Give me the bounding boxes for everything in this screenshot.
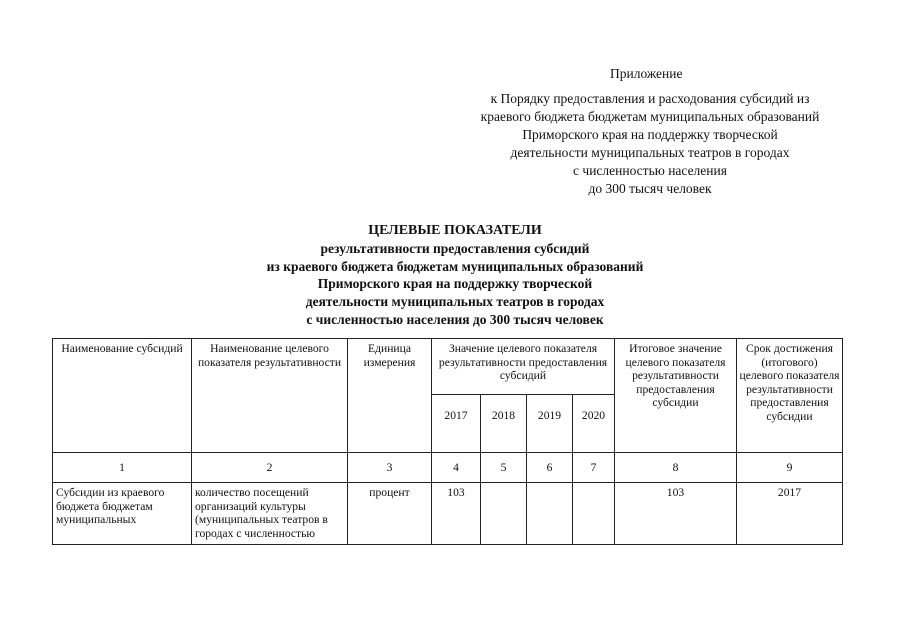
annex-line: Приморского края на поддержку творческой xyxy=(522,127,778,142)
heading-title: ЦЕЛЕВЫЕ ПОКАЗАТЕЛИ xyxy=(368,223,542,238)
heading-line: из краевого бюджета бюджетам муниципальных образований xyxy=(266,258,644,274)
column-number: 2 xyxy=(192,453,348,483)
column-number: 9 xyxy=(737,453,843,483)
annex-line: до 300 тысяч человек xyxy=(588,181,712,196)
heading-line: с численностью населения до 300 тысяч человек xyxy=(306,311,604,327)
header-target-value: Значение целевого показателя результативности предоставления субсидий xyxy=(432,339,615,395)
cell-value-2018 xyxy=(481,483,527,545)
cell-value-2020 xyxy=(573,483,615,545)
column-number: 4 xyxy=(432,453,481,483)
column-number: 8 xyxy=(615,453,737,483)
column-number-row xyxy=(53,453,843,483)
header-indicator-name: Наименование целевого показателя результативности xyxy=(192,339,348,453)
column-number: 5 xyxy=(481,453,527,483)
column-number: 1 xyxy=(53,453,192,483)
indicators-table xyxy=(52,338,843,545)
annex-line: деятельности муниципальных театров в городах xyxy=(510,145,790,160)
cell-unit: процент xyxy=(348,483,432,545)
cell-subsidy: Субсидии из краевого бюджета бюджетам муниципальных xyxy=(53,483,192,545)
column-number: 6 xyxy=(527,453,573,483)
table-row xyxy=(53,483,843,545)
column-number: 3 xyxy=(348,453,432,483)
annex-reference xyxy=(455,90,845,198)
cell-value-2017: 103 xyxy=(432,483,481,545)
header-unit: Единица измерения xyxy=(348,339,432,453)
cell-final: 103 xyxy=(615,483,737,545)
header-deadline: Срок достижения (итогового) целевого показателя результативности предоставления субсидии xyxy=(737,339,843,453)
annex-line: к Порядку предоставления и расходования субсидий из xyxy=(490,91,810,106)
annex-line: с численностью населения xyxy=(573,163,727,178)
header-year: 2020 xyxy=(573,395,615,453)
column-number: 7 xyxy=(573,453,615,483)
header-final-value: Итоговое значение целевого показателя результативности предоставления субсидии xyxy=(615,339,737,453)
header-year: 2017 xyxy=(432,395,481,453)
cell-indicator: количество посещений организаций культуры (муниципальных театров в городах с численностью xyxy=(192,483,348,545)
heading-line: результативности предоставления субсидий xyxy=(320,240,590,256)
annex-title: Приложение xyxy=(610,66,683,81)
heading-line: Приморского края на поддержку творческой xyxy=(317,276,593,292)
header-year: 2019 xyxy=(527,395,573,453)
cell-deadline: 2017 xyxy=(737,483,843,545)
cell-value-2019 xyxy=(527,483,573,545)
header-year: 2018 xyxy=(481,395,527,453)
annex-line: краевого бюджета бюджетам муниципальных образований xyxy=(480,109,820,124)
heading-line: деятельности муниципальных театров в городах xyxy=(305,294,605,310)
document-heading xyxy=(190,222,720,329)
header-subsidy-name: Наименование субсидий xyxy=(53,339,192,453)
